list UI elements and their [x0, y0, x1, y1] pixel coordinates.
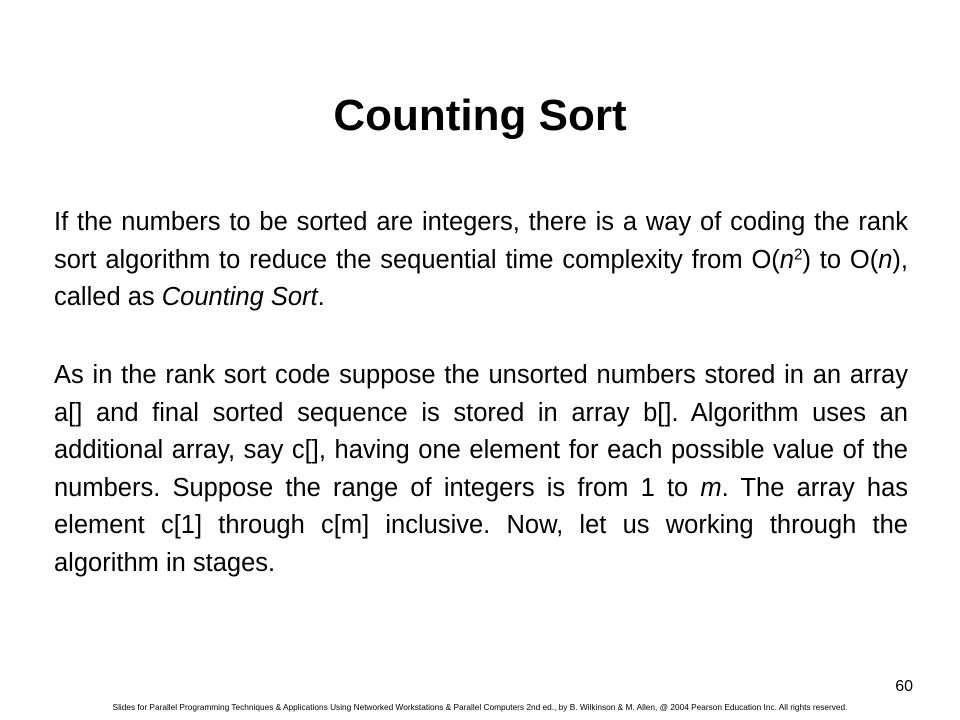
para2-text-1: As in the rank sort code suppose the unsorted numbers stored in an array a[] and final sorted sequence is stored in array b[]. Algorithm uses an additional array, say c[], having one element for each possible value of the numbers. Suppose the range of integers is from 1 to	[54, 361, 908, 502]
para1-italic-term: Counting Sort	[161, 283, 318, 311]
page-number: 60	[895, 678, 913, 695]
para1-text-3: ), called as	[54, 245, 908, 311]
slide-title: Counting Sort	[333, 91, 627, 140]
para1-n-variable: n	[779, 245, 794, 274]
para1-n-variable-2: n	[878, 245, 893, 274]
para2-m-variable: m	[700, 473, 722, 502]
paragraph-2	[54, 357, 908, 582]
para1-text-4: .	[317, 283, 325, 311]
para1-text-1: If the numbers to be sorted are integers, there is a way of coding the rank sort algorithm to reduce the sequential time complexity from O(	[54, 208, 908, 274]
para2-text-2: . The array has element c[1] through c[m] inclusive. Now, let us working through the algorithm in stages.	[54, 473, 909, 577]
para1-exponent: 2	[793, 246, 803, 264]
para1-text-2: ) to O(	[802, 245, 879, 274]
paragraph-1	[54, 204, 908, 317]
footer-copyright: Slides for Parallel Programming Techniques & Applications Using Networked Workstations & Parallel Computers 2nd ed., by B. Wilkinson & M. Allen, @ 2004 Pearson Education Inc. All rights reserved.	[112, 702, 848, 712]
